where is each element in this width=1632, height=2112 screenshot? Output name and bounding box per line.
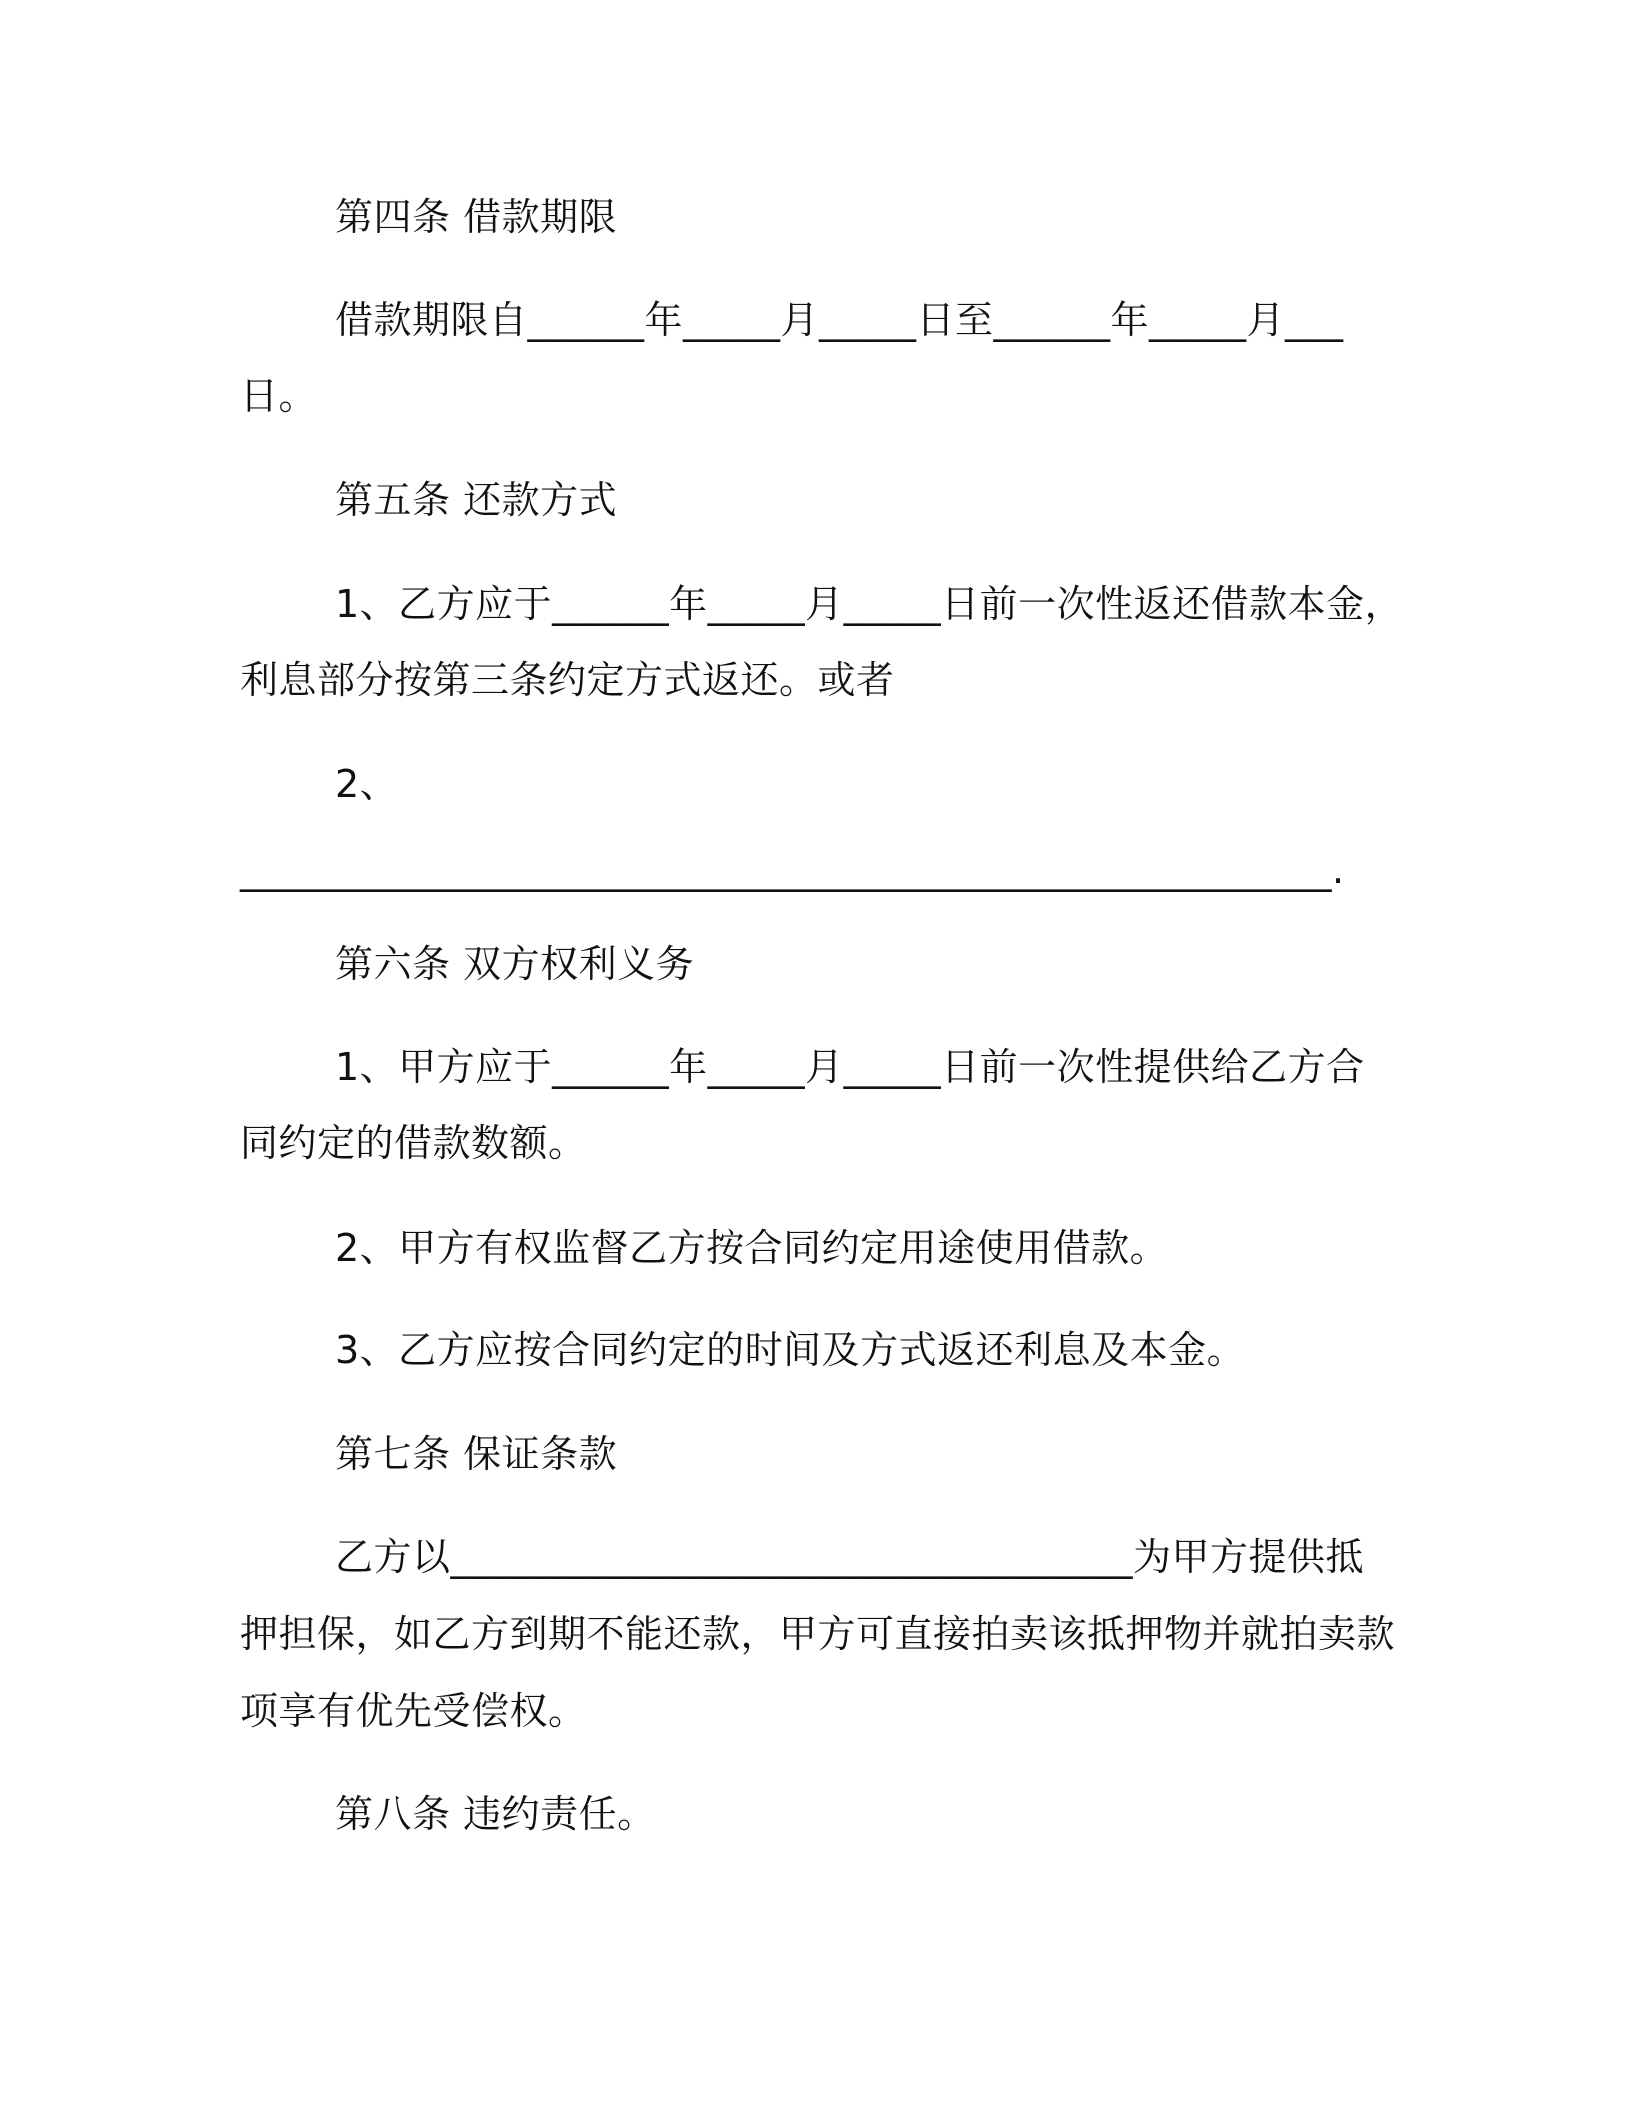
rights-item-3: 3、乙方应按合同约定的时间及方式返还利息及本金。	[335, 1328, 1246, 1372]
repayment-item-1-line-1: 1、乙方应于______年_____月_____日前一次性返还借款本金，	[335, 582, 1404, 626]
repayment-item-2-label: 2、	[335, 762, 399, 806]
loan-term-line-2: 日。	[240, 374, 318, 418]
guarantee-line-3: 项享有优先受偿权。	[240, 1689, 587, 1733]
repayment-item-2-blank: ________________________________________________________.	[240, 848, 1345, 892]
article-5-heading: 第五条 还款方式	[335, 478, 618, 522]
guarantee-line-2: 押担保，如乙方到期不能还款，甲方可直接拍卖该抵押物并就拍卖款	[240, 1612, 1396, 1656]
article-6-heading: 第六条 双方权利义务	[335, 942, 695, 986]
rights-item-1-line-2: 同约定的借款数额。	[240, 1121, 587, 1165]
rights-item-1-line-1: 1、甲方应于______年_____月_____日前一次性提供给乙方合	[335, 1045, 1365, 1089]
loan-term-line-1: 借款期限自______年_____月_____日至______年_____月___	[335, 298, 1344, 342]
article-8-heading: 第八条 违约责任。	[335, 1792, 656, 1836]
article-4-heading: 第四条 借款期限	[335, 195, 618, 239]
rights-item-2: 2、甲方有权监督乙方按合同约定用途使用借款。	[335, 1226, 1169, 1270]
repayment-item-1-line-2: 利息部分按第三条约定方式返还。或者	[240, 658, 895, 702]
guarantee-line-1: 乙方以___________________________________为甲方提供抵	[335, 1535, 1365, 1579]
article-7-heading: 第七条 保证条款	[335, 1432, 618, 1476]
